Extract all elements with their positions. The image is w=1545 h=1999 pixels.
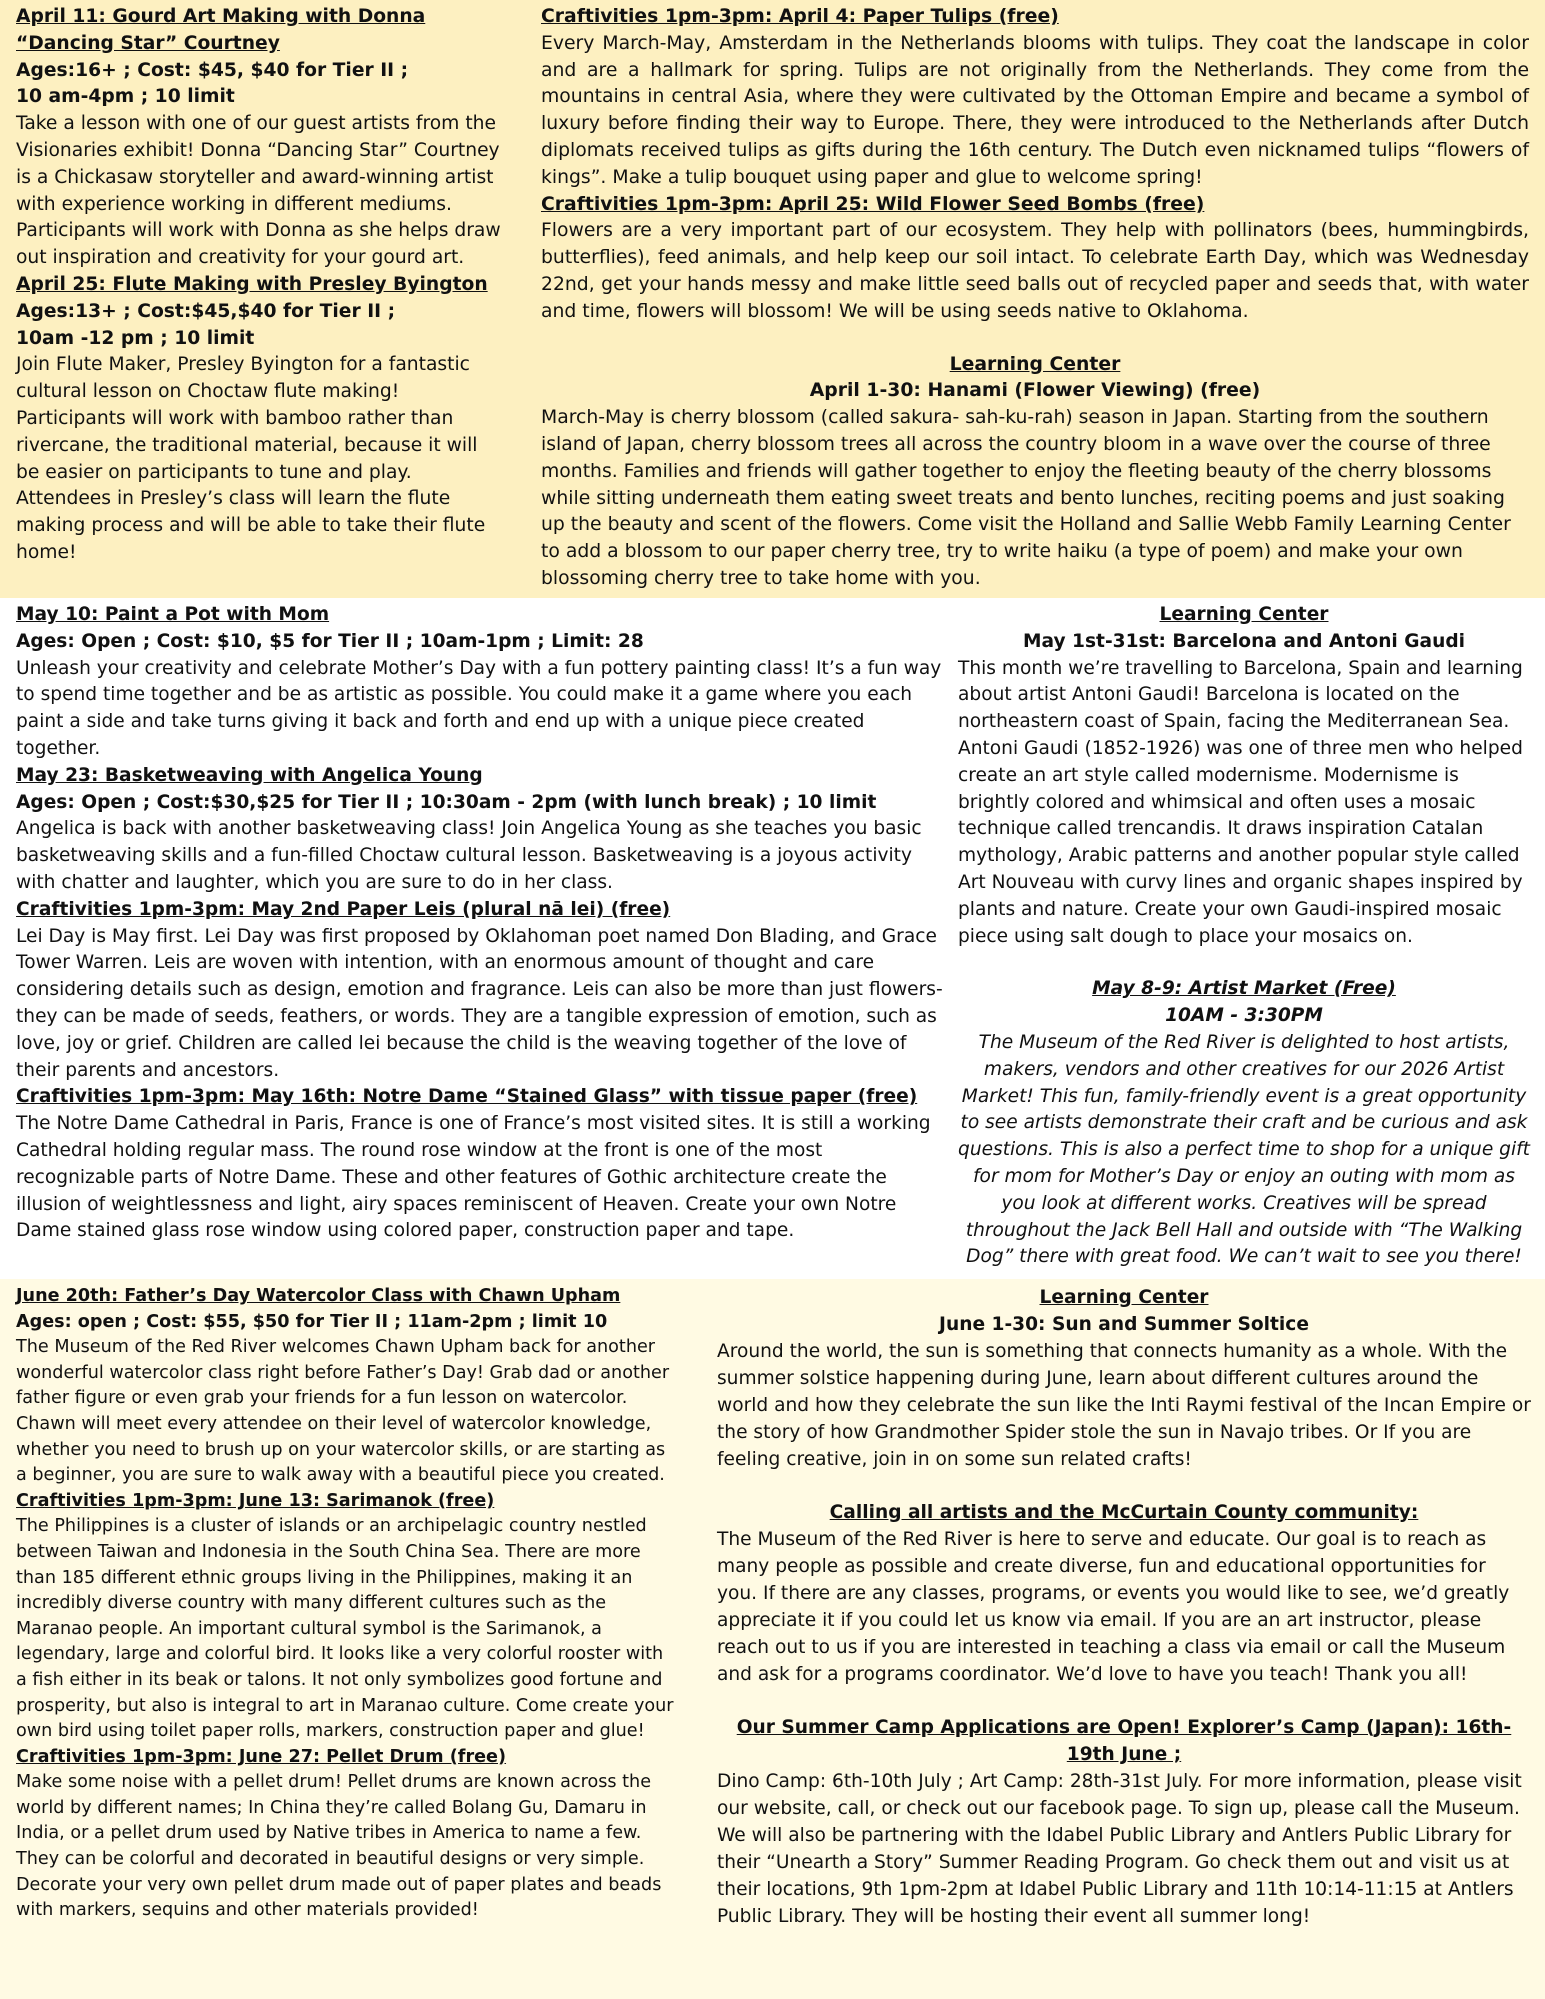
may-learning-center-heading: Learning Center	[1159, 604, 1329, 625]
seed-bombs-title: Craftivities 1pm-3pm: April 25: Wild Flower Seed Bombs (free)	[541, 193, 1205, 215]
june-info-column	[717, 1284, 1531, 1930]
paper-tulips-title: Craftivities 1pm-3pm: April 4: Paper Tulips (free)	[541, 6, 1059, 27]
notre-dame-description: The Notre Dame Cathedral in Paris, France is one of France’s most visited sites. It is still a working Cathedral holding regular mass. The round rose window at the front is one of the most recognizable parts of Notre Dame. These and other features of Gothic architecture create the illusion of weightlessness and light, airy spaces reminiscent of Heaven. Create your own Notre Dame stained glass rose window using colored paper, construction paper and tape.	[16, 1113, 931, 1242]
april-learning-center-heading: Learning Center	[949, 353, 1121, 375]
flute-making-title: April 25: Flute Making with Presley Byington	[16, 273, 488, 295]
paper-leis-description: Lei Day is May first. Lei Day was first proposed by Oklahoman poet named Don Blading, and Grace Tower Warren. Leis are woven with intention, with an enormous amount of thought and care considering details such as design, emotion and fragrance. Leis can also be more than just flowers- they can be made of seeds, feathers, or words. They are a tangible expression of emotion, such as love, joy or grief. Children are called lei because the child is the weaving together of the love of their parents and ancestors.	[16, 925, 943, 1081]
seed-bombs-description: Flowers are a very important part of our ecosystem. They help with pollinators (bees, hummingbirds, butterflies), feed animals, and help keep our soil intact. To celebrate Earth Day, which was Wednesday 22nd, get your hands messy and make little seed balls out of recycled paper and seeds that, with water and time, flowers will blossom! We will be using seeds native to Oklahoma.	[541, 220, 1529, 322]
flute-making-description: Join Flute Maker, Presley Byington for a fantastic cultural lesson on Choctaw flute making! Participants will work with bamboo rather than rivercane, the traditional material, because it will be easier on participants to tune and play. Attendees in Presley’s class will learn the flute making process and will be able to take their flute home!	[16, 354, 486, 563]
paint-pot-ages: Ages: Open ; Cost: $10, $5 for Tier II ; 10am-1pm ; Limit: 28	[16, 630, 644, 652]
basketweaving-description: Angelica is back with another basketweaving class! Join Angelica Young as she teaches you basic basketweaving skills and a fun-filled Choctaw cultural lesson. Basketweaving is a joyous activity with chatter and laughter, which you are sure to do in her class.	[16, 818, 922, 893]
gourd-art-title: April 11: Gourd Art Making with Donna “Dancing Star” Courtney	[16, 6, 426, 54]
watercolor-ages: Ages: open ; Cost: $55, $50 for Tier II ; 11am-2pm ; limit 10	[16, 1311, 608, 1332]
pellet-drum-title: Craftivities 1pm-3pm: June 27: Pellet Drum (free)	[16, 1746, 507, 1767]
june-learning-center-heading: Learning Center	[1039, 1287, 1209, 1308]
watercolor-description: The Museum of the Red River welcomes Chawn Upham back for another wonderful watercolor class right before Father’s Day! Grab dad or another father figure or even grab your friends for a fun lesson on watercolor. Chawn will meet every attendee on their level of watercolor knowledge, whether you need to brush up on your watercolor skills, or are starting as a beginner, you are sure to walk away with a beautiful piece you created.	[16, 1337, 670, 1486]
paint-pot-title: May 10: Paint a Pot with Mom	[16, 604, 330, 625]
basketweaving-title: May 23: Basketweaving with Angelica Young	[16, 764, 483, 786]
barcelona-gaudi-title: May 1st-31st: Barcelona and Antoni Gaudi	[1022, 630, 1466, 652]
calling-artists-title: Calling all artists and the McCurtain County community:	[829, 1502, 1419, 1523]
gourd-art-description: Take a lesson with one of our guest artists from the Visionaries exhibit! Donna “Dancing Star” Courtney is a Chickasaw storyteller and award-winning artist with experience working in different mediums. Participants will work with Donna as she helps draw out inspiration and creativity for your gourd art.	[16, 113, 501, 269]
paint-pot-description: Unleash your creativity and celebrate Mother’s Day with a fun pottery painting class! It’s a fun way to spend time together and be as artistic as possible. You could make it a game where you each paint a side and take turns giving it back and forth and end up with a unique piece created together.	[16, 657, 942, 759]
watercolor-title: June 20th: Father’s Day Watercolor Class with Chawn Upham	[16, 1286, 621, 1306]
sarimanok-description: The Philippines is a cluster of islands or an archipelagic country nestled between Taiwan and Indonesia in the South China Sea. There are more than 185 different ethnic groups living in the Philippines, making it an incredibly diverse country with many different cultures such as the Maranao people. An important cultural symbol is the Sarimanok, a legendary, large and colorful bird. It looks like a very colorful rooster with a fish either in its beak or talons. It not only symbolizes good fortune and prosperity, but also is integral to art in Maranao culture. Come create your own bird using toilet paper rolls, markers, construction paper and glue!	[16, 1516, 674, 1742]
basketweaving-ages: Ages: Open ; Cost:$30,$25 for Tier II ; 10:30am - 2pm (with lunch break) ; 10 limit	[16, 791, 877, 813]
barcelona-gaudi-description: This month we’re travelling to Barcelona, Spain and learning about artist Antoni Gaudi! Barcelona is located on the northeastern coast of Spain, facing the Mediterranean Sea. Antoni Gaudi (1852-1926) was one of three men who helped create an art style called modernisme. Modernisme is brightly colored and whimsical and often uses a mosaic technique called trencandis. It draws inspiration Catalan mythology, Arabic patterns and another popular style called Art Nouveau with curvy lines and organic shapes inspired by plants and nature. Create your own Gaudi-inspired mosaic piece using salt dough to place your mosaics on.	[958, 657, 1523, 947]
flute-making-time: 10am -12 pm ; 10 limit	[16, 327, 255, 349]
gourd-art-time: 10 am-4pm ; 10 limit	[16, 86, 235, 108]
summer-camp-title: Our Summer Camp Applications are Open! Explorer’s Camp (Japan): 16th-19th June ;	[736, 1717, 1512, 1765]
gourd-art-ages: Ages:16+ ; Cost: $45, $40 for Tier II ;	[16, 59, 409, 81]
sun-solstice-description: Around the world, the sun is something that connects humanity as a whole. With the summer solstice happening during June, learn about different cultures around the world and how they celebrate the sun like the Inti Raymi festival of the Incan Empire or the story of how Grandmother Spider stole the sun in Navajo tribes. Or If you are feeling creative, join in on some sun related crafts!	[717, 1341, 1531, 1470]
sarimanok-title: Craftivities 1pm-3pm: June 13: Sarimanok (free)	[16, 1490, 495, 1511]
may-classes-column	[16, 602, 946, 1245]
artist-market-title: May 8-9: Artist Market (Free)	[1092, 978, 1396, 1000]
notre-dame-title: Craftivities 1pm-3pm: May 16th: Notre Dame “Stained Glass” with tissue paper (free)	[16, 1086, 918, 1108]
flute-making-ages: Ages:13+ ; Cost:$45,$40 for Tier II ;	[16, 300, 396, 322]
paper-tulips-description: Every March-May, Amsterdam in the Netherlands blooms with tulips. They coat the landscape in color and are a hallmark for spring. Tulips are not originally from the Netherlands. They come from the mountains in central Asia, where they were cultivated by the Ottoman Empire and became a symbol of luxury before finding their way to Europe. There, they were introduced to the Netherlands after Dutch diplomats received tulips as gifts during the 16th century. The Dutch even nicknamed tulips “flowers of kings”. Make a tulip bouquet using paper and glue to welcome spring!	[541, 32, 1529, 188]
calling-artists-description: The Museum of the Red River is here to serve and educate. Our goal is to reach as many people as possible and create diverse, fun and educational opportunities for you. If there are any classes, programs, or events you would like to see, we’d greatly appreciate it if you could let us know via email. If you are an art instructor, please reach out to us if you are interested in teaching a class via email or call the Museum and ask for a programs coordinator. We’d love to have you teach! Thank you all!	[717, 1529, 1510, 1685]
sun-solstice-title: June 1-30: Sun and Summer Soltice	[939, 1314, 1309, 1335]
april-classes-column	[16, 4, 504, 567]
may-learning-center-column	[958, 602, 1530, 1271]
artist-market-time: 10AM - 3:30PM	[1165, 1005, 1323, 1027]
june-classes-column	[16, 1284, 678, 1924]
hanami-description: March-May is cherry blossom (called sakura- sah-ku-rah) season in Japan. Starting from the southern island of Japan, cherry blossom trees all across the country bloom in a wave over the course of three months. Families and friends will gather together to enjoy the fleeting beauty of the cherry blossoms while sitting underneath them eating sweet treats and bento lunches, reciting poems and just soaking up the beauty and scent of the flowers. Come visit the Holland and Sallie Webb Family Learning Center to add a blossom to our paper cherry tree, try to write haiku (a type of poem) and make your own blossoming cherry tree to take home with you.	[541, 407, 1511, 589]
pellet-drum-description: Make some noise with a pellet drum! Pellet drums are known across the world by different names; In China they’re called Bolang Gu, Damaru in India, or a pellet drum used by Native tribes in America to name a few. They can be colorful and decorated in beautiful designs or very simple. Decorate your very own pellet drum made out of paper plates and beads with markers, sequins and other materials provided!	[16, 1772, 662, 1921]
paper-leis-title: Craftivities 1pm-3pm: May 2nd Paper Leis (plural nā lei) (free)	[16, 898, 671, 920]
artist-market-description: The Museum of the Red River is delighted to host artists, makers, vendors and other creatives for our 2026 Artist Market! This fun, family-friendly event is a great opportunity to see artists demonstrate their craft and be curious and ask questions. This is also a perfect time to shop for a unique gift for mom for Mother’s Day or enjoy an outing with mom as you look at different works. Creatives will be spread throughout the Jack Bell Hall and outside with “The Walking Dog” there with great food. We can’t wait to see you there!	[958, 1031, 1530, 1268]
hanami-title: April 1-30: Hanami (Flower Viewing) (free)	[809, 380, 1261, 402]
summer-camp-description: Dino Camp: 6th-10th July ; Art Camp: 28th-31st July. For more information, please visit our website, call, or check out our facebook page. To sign up, please call the Museum. We will also be partnering with the Idabel Public Library and Antlers Public Library for their “Unearth a Story” Summer Reading Program. Go check them out and visit us at their locations, 9th 1pm-2pm at Idabel Public Library and 11th 10:14-11:15 at Antlers Public Library. They will be hosting their event all summer long!	[717, 1771, 1522, 1927]
april-craftivities-column	[541, 4, 1529, 593]
